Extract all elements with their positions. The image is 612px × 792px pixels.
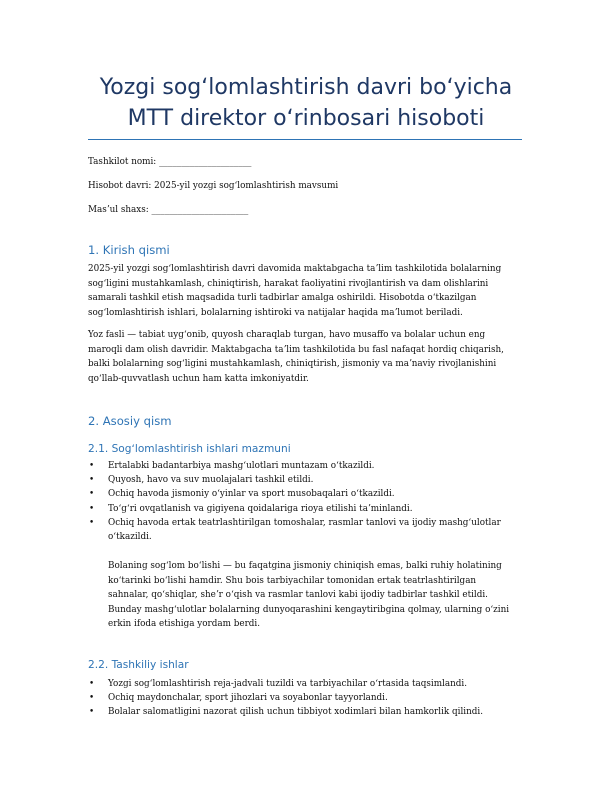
title-underline	[88, 139, 522, 140]
health-work-note	[108, 559, 518, 632]
text-line: sogʻligini mustahkamlash, chiniqtirish, harakat faoliyatini rivojlantirish va dam olishlarini	[88, 278, 489, 289]
bullet-icon: •	[89, 517, 95, 528]
list-item: • Ochiq havoda jismoniy oʻyinlar va sport musobaqalari oʻtkazildi.	[88, 487, 518, 501]
bullet-icon: •	[89, 679, 95, 689]
text-line: sahnalar, qoʻshiqlar, sheʼr oʻqish va rasmlar tanlovi kabi ijodiy tadbirlar tashkil etildi.	[108, 590, 488, 601]
list-item: • Yozgi sogʻlomlashtirish reja-jadvali tuzildi va tarbiyachilar oʻrtasida taqsimlandi.	[88, 677, 518, 691]
report-period: Hisobot davri: 2025-yil yozgi sogʻlomlashtirish mavsumi	[88, 181, 339, 191]
section-heading-main: 2. Asosiy qism	[88, 414, 172, 428]
text-line: samarali tashkil etish maqsadida turli tadbirlar amalga oshirildi. Hisobotda oʻtkazilgan	[88, 293, 477, 304]
subsection-heading-organizational-work: 2.2. Tashkiliy ishlar	[88, 659, 189, 671]
text-line: erkin ifoda etishiga yordam berdi.	[108, 619, 261, 630]
bullet-icon: •	[89, 503, 95, 514]
list-item: • Ochiq havoda ertak teatrlashtirilgan tomoshalar, rasmlar tanlovi va ijodiy mashgʻulotlar oʻtkazildi.	[89, 517, 501, 543]
list-item: • Bolalar salomatligini nazorat qilish uchun tibbiyot xodimlari bilan hamkorlik qilindi.	[88, 705, 518, 719]
responsible-person-field: Masʼul shaxs: ______________________	[88, 205, 249, 215]
health-work-list	[88, 459, 518, 544]
text-line: 2025-yil yozgi sogʻlomlashtirish davri davomida maktabgacha taʼlim tashkilotida bolalarning	[88, 264, 502, 274]
text-line: maroqli dam olish davridir. Maktabgacha taʼlim tashkilotida bu fasl nafaqat hordiq chiqarish,	[88, 344, 504, 355]
intro-paragraph-2	[88, 328, 518, 386]
text-line: koʻtarinki boʻlishi hamdir. Shu bois tarbiyachilar tomonidan ertak teatrlashtirilgan	[108, 575, 477, 586]
title-line-2: MTT direktor oʻrinbosari hisoboti	[127, 106, 485, 131]
text-line: Bunday mashgʻulotlar bolalarning dunyoqarashini kengaytiribgina qolmay, ularning oʻzini	[108, 604, 510, 615]
subsection-heading-health-work: 2.1. Sogʻlomlashtirish ishlari mazmuni	[88, 443, 291, 455]
text-line: sogʻlomlashtirish ishlari, bolalarning ishtiroki va natijalar haqida maʼlumot beriladi.	[88, 307, 463, 318]
bullet-icon: •	[89, 461, 95, 471]
text-line: qoʻllab-quvvatlash uchun ham katta imkoniyatdir.	[88, 373, 309, 384]
bullet-icon: •	[89, 489, 95, 500]
text-line: Yoz fasli — tabiat uygʻonib, quyosh charaqlab turgan, havo musaffo va bolalar uchun eng	[88, 330, 486, 340]
intro-paragraph-1	[88, 262, 518, 320]
list-item: • Ertalabki badantarbiya mashgʻulotlari muntazam oʻtkazildi.	[88, 459, 518, 473]
section-heading-intro: 1. Kirish qismi	[88, 243, 170, 257]
bullet-icon: •	[89, 693, 95, 704]
text-line: Bolaning sogʻlom boʻlishi — bu faqatgina jismoniy chiniqish emas, balki ruhiy holatining	[108, 561, 502, 571]
organization-field: Tashkilot nomi: _____________________	[88, 157, 252, 167]
text-line: balki bolalarning sogʻligini mustahkamlash, chiniqtirish, jismoniy va maʼnaviy rivojlanishini	[88, 359, 497, 370]
document-title	[60, 72, 552, 134]
list-item: • Toʻgʻri ovqatlanish va gigiyena qoidalariga rioya etilishi taʼminlandi.	[88, 502, 518, 516]
organizational-work-list	[88, 677, 518, 720]
bullet-icon: •	[89, 475, 95, 486]
list-item: • Quyosh, havo va suv muolajalari tashkil etildi.	[88, 473, 518, 487]
list-item: • Ochiq maydonchalar, sport jihozlari va soyabonlar tayyorlandi.	[88, 691, 518, 705]
title-line-1: Yozgi sogʻlomlashtirish davri boʻyicha	[99, 75, 513, 100]
bullet-icon: •	[89, 707, 95, 718]
